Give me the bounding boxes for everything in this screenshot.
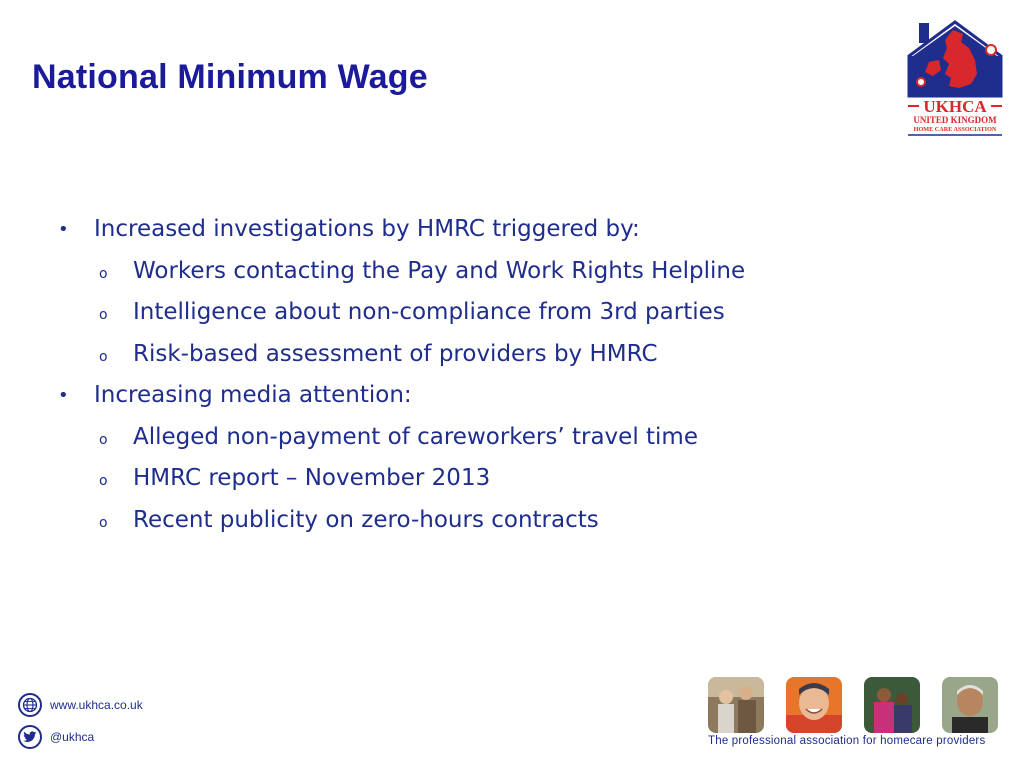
sub-bullet-marker: o xyxy=(99,431,108,448)
bullet-text: Increased investigations by HMRC triggered by: xyxy=(94,216,640,242)
sub-bullet-text: Recent publicity on zero-hours contracts xyxy=(133,506,599,533)
twitter-handle[interactable]: @ukhca xyxy=(50,730,95,744)
logo-name: UKHCA xyxy=(923,97,987,116)
bullet-list xyxy=(58,209,958,541)
sub-bullet-item xyxy=(58,500,958,542)
sub-bullet-item xyxy=(58,417,958,459)
twitter-row[interactable] xyxy=(18,722,143,752)
sub-bullet-marker: o xyxy=(99,514,108,531)
twitter-bird-icon xyxy=(18,725,42,749)
bullet-marker: • xyxy=(58,219,69,240)
photo-elderly-man xyxy=(942,677,998,733)
photo-smiling-man xyxy=(786,677,842,733)
sub-bullet-marker: o xyxy=(99,348,108,365)
bullet-text: Increasing media attention: xyxy=(94,382,412,408)
sub-bullet-text: Risk-based assessment of providers by HMRC xyxy=(133,340,658,367)
sub-bullet-item xyxy=(58,458,958,500)
bullet-item xyxy=(58,375,958,417)
sub-bullet-text: HMRC report – November 2013 xyxy=(133,465,491,491)
sub-bullet-text: Intelligence about non-compliance from 3rd parties xyxy=(133,299,725,325)
footer-tagline: The professional association for homecare providers xyxy=(708,735,986,747)
sub-bullet-marker: o xyxy=(99,265,108,282)
sub-bullet-item xyxy=(58,292,958,334)
slide-title: National Minimum Wage xyxy=(32,58,428,96)
sub-bullet-item xyxy=(58,251,958,293)
bullet-item xyxy=(58,209,958,251)
footer-photos xyxy=(708,677,998,733)
sub-bullet-text: Alleged non-payment of careworkers’ travel time xyxy=(133,423,698,450)
sub-bullet-marker: o xyxy=(99,307,108,323)
photo-family xyxy=(864,677,920,733)
logo-line2: HOME CARE ASSOCIATION xyxy=(913,126,997,133)
sub-bullet-text: Workers contacting the Pay and Work Rights Helpline xyxy=(133,257,746,284)
website-row[interactable] xyxy=(18,690,143,720)
footer-contacts xyxy=(18,690,143,754)
globe-icon xyxy=(18,693,42,717)
logo-line1: UNITED KINGDOM xyxy=(913,115,997,125)
bullet-marker: • xyxy=(58,385,69,406)
ukhca-logo xyxy=(905,18,1005,138)
photo-carer-with-elderly xyxy=(708,677,764,733)
sub-bullet-marker: o xyxy=(99,473,108,489)
website-link[interactable]: www.ukhca.co.uk xyxy=(50,698,143,712)
sub-bullet-item xyxy=(58,334,958,376)
